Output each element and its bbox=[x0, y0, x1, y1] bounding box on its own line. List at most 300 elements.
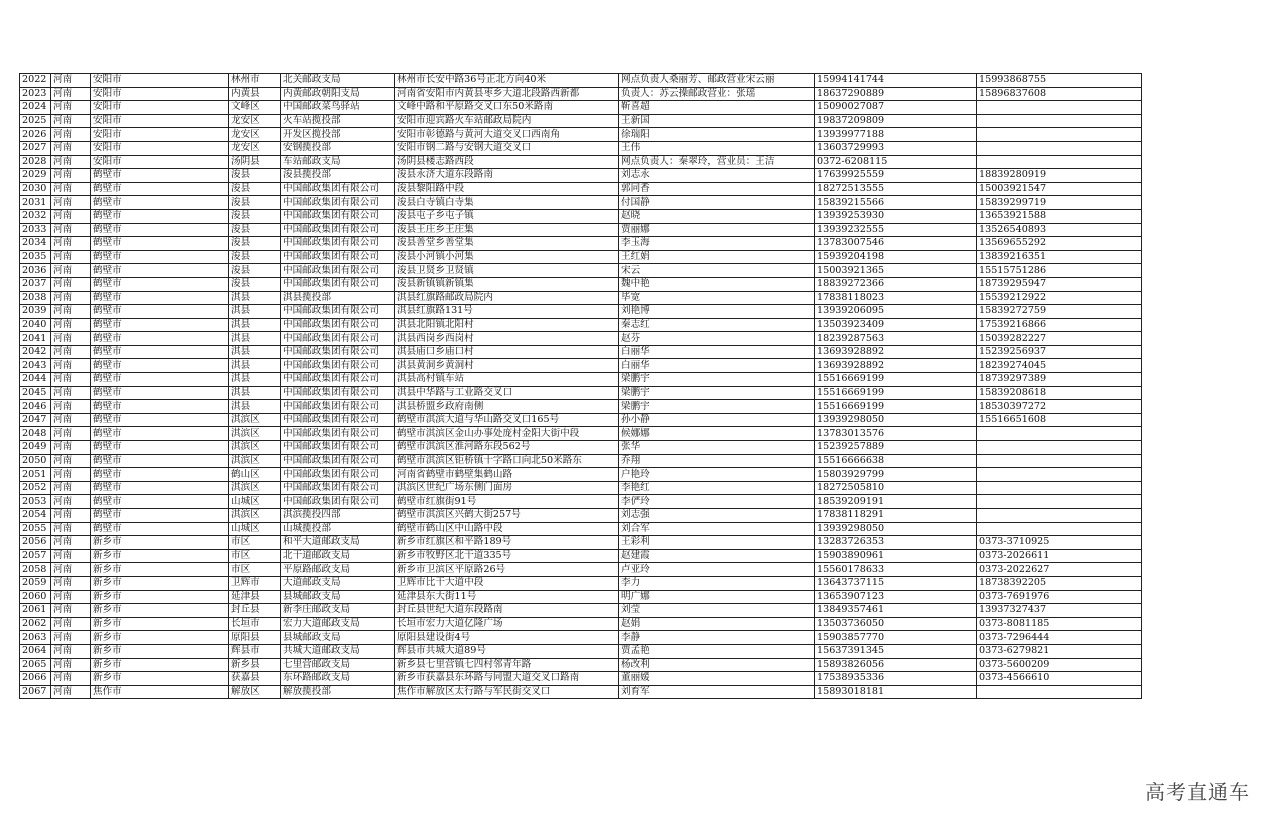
phone-cell: 18272505810 bbox=[815, 481, 977, 495]
province-cell: 河南 bbox=[51, 509, 91, 523]
phone-cell: 13283726353 bbox=[815, 536, 977, 550]
province-cell: 河南 bbox=[51, 522, 91, 536]
table-row bbox=[20, 576, 1142, 590]
alt-phone-cell: 0373-3710925 bbox=[977, 536, 1142, 550]
phone-cell: 13503736050 bbox=[815, 617, 977, 631]
alt-phone-cell: 15039282227 bbox=[977, 332, 1142, 346]
table-row bbox=[20, 141, 1142, 155]
province-cell: 河南 bbox=[51, 277, 91, 291]
contact-person-cell: 李艳红 bbox=[619, 481, 815, 495]
table-row bbox=[20, 441, 1142, 455]
city-cell: 鹤壁市 bbox=[91, 237, 229, 251]
address-cell: 新乡市卫滨区平原路26号 bbox=[395, 563, 619, 577]
table-body bbox=[20, 74, 1142, 699]
district-cell: 淇县 bbox=[229, 359, 281, 373]
province-cell: 河南 bbox=[51, 359, 91, 373]
phone-cell: 15939204198 bbox=[815, 250, 977, 264]
district-cell: 淇县 bbox=[229, 318, 281, 332]
city-cell: 鹤壁市 bbox=[91, 345, 229, 359]
row-number-cell: 2060 bbox=[20, 590, 51, 604]
table-row bbox=[20, 427, 1142, 441]
table-row bbox=[20, 631, 1142, 645]
province-cell: 河南 bbox=[51, 563, 91, 577]
province-cell: 河南 bbox=[51, 87, 91, 101]
province-cell: 河南 bbox=[51, 74, 91, 88]
contact-person-cell: 赵芬 bbox=[619, 332, 815, 346]
alt-phone-cell: 0373-6279821 bbox=[977, 644, 1142, 658]
contact-person-cell: 郭同香 bbox=[619, 182, 815, 196]
phone-cell: 18637290889 bbox=[815, 87, 977, 101]
address-cell: 鹤壁市淇滨区钜桥镇十字路口向北50米路东 bbox=[395, 454, 619, 468]
district-cell: 淇滨区 bbox=[229, 441, 281, 455]
address-cell: 淇县庙口乡庙口村 bbox=[395, 345, 619, 359]
address-cell: 长垣市宏力大道亿隆广场 bbox=[395, 617, 619, 631]
district-cell: 辉县市 bbox=[229, 644, 281, 658]
district-cell: 延津县 bbox=[229, 590, 281, 604]
contact-person-cell: 乔翔 bbox=[619, 454, 815, 468]
outlet-name-cell: 平原路邮政支局 bbox=[281, 563, 395, 577]
address-cell: 卫辉市比干大道中段 bbox=[395, 576, 619, 590]
outlet-name-cell: 开发区揽投部 bbox=[281, 128, 395, 142]
province-cell: 河南 bbox=[51, 128, 91, 142]
province-cell: 河南 bbox=[51, 672, 91, 686]
row-number-cell: 2023 bbox=[20, 87, 51, 101]
outlet-name-cell: 中国邮政集团有限公司 bbox=[281, 495, 395, 509]
table-row bbox=[20, 182, 1142, 196]
address-cell: 新乡市红旗区和平路189号 bbox=[395, 536, 619, 550]
city-cell: 鹤壁市 bbox=[91, 359, 229, 373]
province-cell: 河南 bbox=[51, 441, 91, 455]
phone-cell: 15637391345 bbox=[815, 644, 977, 658]
province-cell: 河南 bbox=[51, 250, 91, 264]
outlet-name-cell: 中国邮政菜鸟驿站 bbox=[281, 101, 395, 115]
district-cell: 淇县 bbox=[229, 400, 281, 414]
row-number-cell: 2033 bbox=[20, 223, 51, 237]
district-cell: 汤阴县 bbox=[229, 155, 281, 169]
outlet-name-cell: 安钢揽投部 bbox=[281, 141, 395, 155]
address-cell: 鹤壁市淇滨大道与华山路交叉口165号 bbox=[395, 413, 619, 427]
phone-cell: 0372-6208115 bbox=[815, 155, 977, 169]
row-number-cell: 2059 bbox=[20, 576, 51, 590]
row-number-cell: 2055 bbox=[20, 522, 51, 536]
district-cell: 浚县 bbox=[229, 277, 281, 291]
table-row bbox=[20, 101, 1142, 115]
outlet-name-cell: 中国邮政集团有限公司 bbox=[281, 427, 395, 441]
row-number-cell: 2045 bbox=[20, 386, 51, 400]
address-cell: 淇县高村镇车站 bbox=[395, 373, 619, 387]
phone-cell: 13693928892 bbox=[815, 345, 977, 359]
contact-person-cell: 付国静 bbox=[619, 196, 815, 210]
table-row bbox=[20, 264, 1142, 278]
city-cell: 新乡市 bbox=[91, 631, 229, 645]
province-cell: 河南 bbox=[51, 549, 91, 563]
district-cell: 长垣市 bbox=[229, 617, 281, 631]
alt-phone-cell: 0373-2026611 bbox=[977, 549, 1142, 563]
contact-person-cell: 董丽媛 bbox=[619, 672, 815, 686]
province-cell: 河南 bbox=[51, 114, 91, 128]
province-cell: 河南 bbox=[51, 332, 91, 346]
contact-person-cell: 王彩利 bbox=[619, 536, 815, 550]
phone-cell: 15560178633 bbox=[815, 563, 977, 577]
outlet-name-cell: 中国邮政集团有限公司 bbox=[281, 400, 395, 414]
outlet-name-cell: 大道邮政支局 bbox=[281, 576, 395, 590]
outlet-name-cell: 浚县揽投部 bbox=[281, 169, 395, 183]
alt-phone-cell: 0373-7691976 bbox=[977, 590, 1142, 604]
table-row bbox=[20, 495, 1142, 509]
table-row bbox=[20, 237, 1142, 251]
contact-person-cell: 李玉海 bbox=[619, 237, 815, 251]
table-row bbox=[20, 291, 1142, 305]
district-cell: 淇滨区 bbox=[229, 454, 281, 468]
row-number-cell: 2034 bbox=[20, 237, 51, 251]
phone-cell: 13783007546 bbox=[815, 237, 977, 251]
outlet-name-cell: 中国邮政集团有限公司 bbox=[281, 454, 395, 468]
alt-phone-cell: 0373-5600209 bbox=[977, 658, 1142, 672]
watermark-text: 高考直通车 bbox=[1145, 780, 1250, 804]
phone-cell: 15003921365 bbox=[815, 264, 977, 278]
city-cell: 鹤壁市 bbox=[91, 332, 229, 346]
row-number-cell: 2041 bbox=[20, 332, 51, 346]
address-cell: 浚县善堂乡善堂集 bbox=[395, 237, 619, 251]
phone-cell: 19837209809 bbox=[815, 114, 977, 128]
address-cell: 浚县白寺镇白寺集 bbox=[395, 196, 619, 210]
outlet-name-cell: 中国邮政集团有限公司 bbox=[281, 332, 395, 346]
address-cell: 淇县西岗乡西岗村 bbox=[395, 332, 619, 346]
district-cell: 淇滨区 bbox=[229, 427, 281, 441]
city-cell: 鹤壁市 bbox=[91, 427, 229, 441]
city-cell: 鹤壁市 bbox=[91, 318, 229, 332]
city-cell: 焦作市 bbox=[91, 685, 229, 699]
row-number-cell: 2028 bbox=[20, 155, 51, 169]
district-cell: 淇县 bbox=[229, 373, 281, 387]
alt-phone-cell: 0373-2022627 bbox=[977, 563, 1142, 577]
province-cell: 河南 bbox=[51, 318, 91, 332]
contact-person-cell: 刘育军 bbox=[619, 685, 815, 699]
table-row bbox=[20, 114, 1142, 128]
alt-phone-cell: 18739295947 bbox=[977, 277, 1142, 291]
address-cell: 原阳县建设街4号 bbox=[395, 631, 619, 645]
row-number-cell: 2050 bbox=[20, 454, 51, 468]
city-cell: 鹤壁市 bbox=[91, 277, 229, 291]
alt-phone-cell: 18839280919 bbox=[977, 169, 1142, 183]
table-row bbox=[20, 223, 1142, 237]
city-cell: 鹤壁市 bbox=[91, 223, 229, 237]
contact-person-cell: 王新国 bbox=[619, 114, 815, 128]
address-cell: 鹤壁市红旗街91号 bbox=[395, 495, 619, 509]
row-number-cell: 2066 bbox=[20, 672, 51, 686]
table-row bbox=[20, 277, 1142, 291]
alt-phone-cell: 0373-8081185 bbox=[977, 617, 1142, 631]
row-number-cell: 2037 bbox=[20, 277, 51, 291]
district-cell: 龙安区 bbox=[229, 128, 281, 142]
city-cell: 鹤壁市 bbox=[91, 522, 229, 536]
table-row bbox=[20, 155, 1142, 169]
row-number-cell: 2029 bbox=[20, 169, 51, 183]
contact-person-cell: 刘合军 bbox=[619, 522, 815, 536]
outlet-name-cell: 淇滨揽投四部 bbox=[281, 509, 395, 523]
province-cell: 河南 bbox=[51, 590, 91, 604]
table-row bbox=[20, 250, 1142, 264]
phone-cell: 18272513555 bbox=[815, 182, 977, 196]
province-cell: 河南 bbox=[51, 685, 91, 699]
district-cell: 浚县 bbox=[229, 237, 281, 251]
contact-person-cell: 负责人：苏云操邮政营业：张瑶 bbox=[619, 87, 815, 101]
address-cell: 鹤壁市淇滨区淮河路东段562号 bbox=[395, 441, 619, 455]
phone-cell: 17838118023 bbox=[815, 291, 977, 305]
province-cell: 河南 bbox=[51, 155, 91, 169]
contact-person-cell: 杨改利 bbox=[619, 658, 815, 672]
phone-cell: 13939253930 bbox=[815, 209, 977, 223]
alt-phone-cell bbox=[977, 481, 1142, 495]
district-cell: 鹤山区 bbox=[229, 468, 281, 482]
row-number-cell: 2030 bbox=[20, 182, 51, 196]
table-row bbox=[20, 658, 1142, 672]
table-row bbox=[20, 481, 1142, 495]
contact-person-cell: 刘志永 bbox=[619, 169, 815, 183]
table-row bbox=[20, 209, 1142, 223]
contact-person-cell: 白丽华 bbox=[619, 345, 815, 359]
alt-phone-cell: 13937327437 bbox=[977, 604, 1142, 618]
table-row bbox=[20, 169, 1142, 183]
address-cell: 淇滨区世纪广场东侧门面房 bbox=[395, 481, 619, 495]
district-cell: 卫辉市 bbox=[229, 576, 281, 590]
table-row bbox=[20, 522, 1142, 536]
address-cell: 安阳市迎宾路火车站邮政局院内 bbox=[395, 114, 619, 128]
phone-cell: 13783013576 bbox=[815, 427, 977, 441]
province-cell: 河南 bbox=[51, 427, 91, 441]
outlet-name-cell: 内黄邮政朝阳支局 bbox=[281, 87, 395, 101]
province-cell: 河南 bbox=[51, 373, 91, 387]
table-row bbox=[20, 305, 1142, 319]
province-cell: 河南 bbox=[51, 345, 91, 359]
alt-phone-cell bbox=[977, 155, 1142, 169]
city-cell: 鹤壁市 bbox=[91, 454, 229, 468]
district-cell: 淇县 bbox=[229, 332, 281, 346]
district-cell: 淇县 bbox=[229, 291, 281, 305]
row-number-cell: 2044 bbox=[20, 373, 51, 387]
province-cell: 河南 bbox=[51, 196, 91, 210]
phone-cell: 18239287563 bbox=[815, 332, 977, 346]
province-cell: 河南 bbox=[51, 631, 91, 645]
phone-cell: 17838118291 bbox=[815, 509, 977, 523]
province-cell: 河南 bbox=[51, 141, 91, 155]
contact-person-cell: 王红娟 bbox=[619, 250, 815, 264]
address-cell: 文峰中路和平原路交叉口东50米路南 bbox=[395, 101, 619, 115]
address-cell: 新乡市牧野区北干道335号 bbox=[395, 549, 619, 563]
phone-cell: 17538935336 bbox=[815, 672, 977, 686]
alt-phone-cell bbox=[977, 454, 1142, 468]
address-cell: 淇县中华路与工业路交叉口 bbox=[395, 386, 619, 400]
city-cell: 安阳市 bbox=[91, 155, 229, 169]
row-number-cell: 2024 bbox=[20, 101, 51, 115]
table-row bbox=[20, 196, 1142, 210]
row-number-cell: 2038 bbox=[20, 291, 51, 305]
table-row bbox=[20, 373, 1142, 387]
contact-person-cell: 刘莹 bbox=[619, 604, 815, 618]
contact-person-cell: 李力 bbox=[619, 576, 815, 590]
phone-cell: 15893018181 bbox=[815, 685, 977, 699]
alt-phone-cell: 15539212922 bbox=[977, 291, 1142, 305]
address-cell: 新乡市获嘉县东环路与同盟大道交叉口路南 bbox=[395, 672, 619, 686]
phone-cell: 15893826056 bbox=[815, 658, 977, 672]
address-cell: 新乡县七里营镇七四村邻青年路 bbox=[395, 658, 619, 672]
row-number-cell: 2048 bbox=[20, 427, 51, 441]
outlet-name-cell: 山城揽投部 bbox=[281, 522, 395, 536]
province-cell: 河南 bbox=[51, 237, 91, 251]
alt-phone-cell: 15515751286 bbox=[977, 264, 1142, 278]
alt-phone-cell: 13569655292 bbox=[977, 237, 1142, 251]
city-cell: 鹤壁市 bbox=[91, 182, 229, 196]
phone-cell: 18839272366 bbox=[815, 277, 977, 291]
table-row bbox=[20, 128, 1142, 142]
row-number-cell: 2027 bbox=[20, 141, 51, 155]
table-row bbox=[20, 359, 1142, 373]
alt-phone-cell bbox=[977, 101, 1142, 115]
row-number-cell: 2053 bbox=[20, 495, 51, 509]
contact-person-cell: 梁鹏宇 bbox=[619, 373, 815, 387]
alt-phone-cell: 18530397272 bbox=[977, 400, 1142, 414]
outlet-name-cell: 车站邮政支局 bbox=[281, 155, 395, 169]
alt-phone-cell: 15839208618 bbox=[977, 386, 1142, 400]
province-cell: 河南 bbox=[51, 209, 91, 223]
province-cell: 河南 bbox=[51, 495, 91, 509]
table-row bbox=[20, 74, 1142, 88]
city-cell: 新乡市 bbox=[91, 549, 229, 563]
alt-phone-cell bbox=[977, 141, 1142, 155]
province-cell: 河南 bbox=[51, 576, 91, 590]
outlet-name-cell: 共城大道邮政支局 bbox=[281, 644, 395, 658]
table-row bbox=[20, 318, 1142, 332]
province-cell: 河南 bbox=[51, 644, 91, 658]
alt-phone-cell: 13839216351 bbox=[977, 250, 1142, 264]
contact-person-cell: 卢亚玲 bbox=[619, 563, 815, 577]
contact-person-cell: 梁鹏宇 bbox=[619, 386, 815, 400]
district-cell: 山城区 bbox=[229, 522, 281, 536]
district-cell: 浚县 bbox=[229, 250, 281, 264]
city-cell: 安阳市 bbox=[91, 87, 229, 101]
province-cell: 河南 bbox=[51, 481, 91, 495]
city-cell: 鹤壁市 bbox=[91, 509, 229, 523]
phone-cell: 13503923409 bbox=[815, 318, 977, 332]
province-cell: 河南 bbox=[51, 454, 91, 468]
outlet-name-cell: 中国邮政集团有限公司 bbox=[281, 305, 395, 319]
province-cell: 河南 bbox=[51, 264, 91, 278]
district-cell: 淇县 bbox=[229, 386, 281, 400]
city-cell: 新乡市 bbox=[91, 617, 229, 631]
phone-cell: 15516669199 bbox=[815, 386, 977, 400]
city-cell: 鹤壁市 bbox=[91, 495, 229, 509]
outlet-name-cell: 七里营邮政支局 bbox=[281, 658, 395, 672]
district-cell: 市区 bbox=[229, 549, 281, 563]
outlet-name-cell: 中国邮政集团有限公司 bbox=[281, 373, 395, 387]
address-cell: 浚县王庄乡王庄集 bbox=[395, 223, 619, 237]
table-row bbox=[20, 468, 1142, 482]
city-cell: 鹤壁市 bbox=[91, 481, 229, 495]
outlet-name-cell: 中国邮政集团有限公司 bbox=[281, 318, 395, 332]
address-cell: 淇县桥盟乡政府南侧 bbox=[395, 400, 619, 414]
outlet-name-cell: 县城邮政支局 bbox=[281, 590, 395, 604]
city-cell: 鹤壁市 bbox=[91, 250, 229, 264]
address-cell: 鹤壁市鹤山区中山路中段 bbox=[395, 522, 619, 536]
city-cell: 鹤壁市 bbox=[91, 209, 229, 223]
district-cell: 淇滨区 bbox=[229, 481, 281, 495]
contact-person-cell: 宋云 bbox=[619, 264, 815, 278]
address-cell: 安阳市钢二路与安钢大道交叉口 bbox=[395, 141, 619, 155]
alt-phone-cell bbox=[977, 128, 1142, 142]
alt-phone-cell: 18738392205 bbox=[977, 576, 1142, 590]
table-row bbox=[20, 563, 1142, 577]
address-cell: 焦作市解放区太行路与军民街交叉口 bbox=[395, 685, 619, 699]
city-cell: 新乡市 bbox=[91, 644, 229, 658]
city-cell: 安阳市 bbox=[91, 128, 229, 142]
row-number-cell: 2031 bbox=[20, 196, 51, 210]
phone-cell: 15516669199 bbox=[815, 373, 977, 387]
province-cell: 河南 bbox=[51, 413, 91, 427]
address-cell: 浚县屯子乡屯子镇 bbox=[395, 209, 619, 223]
outlet-name-cell: 东环路邮政支局 bbox=[281, 672, 395, 686]
alt-phone-cell: 18239274045 bbox=[977, 359, 1142, 373]
district-cell: 龙安区 bbox=[229, 141, 281, 155]
district-cell: 新乡县 bbox=[229, 658, 281, 672]
province-cell: 河南 bbox=[51, 468, 91, 482]
alt-phone-cell: 15003921547 bbox=[977, 182, 1142, 196]
table-row bbox=[20, 332, 1142, 346]
row-number-cell: 2025 bbox=[20, 114, 51, 128]
row-number-cell: 2042 bbox=[20, 345, 51, 359]
province-cell: 河南 bbox=[51, 604, 91, 618]
province-cell: 河南 bbox=[51, 101, 91, 115]
contact-person-cell: 网点负责人：秦翠玲，营业员：王洁 bbox=[619, 155, 815, 169]
city-cell: 新乡市 bbox=[91, 658, 229, 672]
contact-person-cell: 白丽华 bbox=[619, 359, 815, 373]
address-cell: 鹤壁市淇滨区金山办事处庞村金阳大街中段 bbox=[395, 427, 619, 441]
contact-person-cell: 李静 bbox=[619, 631, 815, 645]
outlet-name-cell: 北干道邮政支局 bbox=[281, 549, 395, 563]
contact-person-cell: 王伟 bbox=[619, 141, 815, 155]
table-row bbox=[20, 345, 1142, 359]
alt-phone-cell bbox=[977, 509, 1142, 523]
outlet-name-cell: 中国邮政集团有限公司 bbox=[281, 250, 395, 264]
city-cell: 新乡市 bbox=[91, 672, 229, 686]
alt-phone-cell: 15239256937 bbox=[977, 345, 1142, 359]
address-cell: 浚县永济大道东段路南 bbox=[395, 169, 619, 183]
row-number-cell: 2047 bbox=[20, 413, 51, 427]
outlet-name-cell: 中国邮政集团有限公司 bbox=[281, 264, 395, 278]
contact-person-cell: 赵建霞 bbox=[619, 549, 815, 563]
district-cell: 文峰区 bbox=[229, 101, 281, 115]
address-cell: 淇县红旗路邮政局院内 bbox=[395, 291, 619, 305]
province-cell: 河南 bbox=[51, 400, 91, 414]
address-cell: 河南省鹤壁市鹤壁集鹤山路 bbox=[395, 468, 619, 482]
alt-phone-cell: 15993868755 bbox=[977, 74, 1142, 88]
district-cell: 解放区 bbox=[229, 685, 281, 699]
contact-person-cell: 刘志强 bbox=[619, 509, 815, 523]
outlet-name-cell: 淇县揽投部 bbox=[281, 291, 395, 305]
province-cell: 河南 bbox=[51, 291, 91, 305]
phone-cell: 15516666638 bbox=[815, 454, 977, 468]
province-cell: 河南 bbox=[51, 182, 91, 196]
outlet-name-cell: 宏力大道邮政支局 bbox=[281, 617, 395, 631]
city-cell: 安阳市 bbox=[91, 141, 229, 155]
outlet-name-cell: 中国邮政集团有限公司 bbox=[281, 182, 395, 196]
address-cell: 淇县黄洞乡黄洞村 bbox=[395, 359, 619, 373]
contact-person-cell: 魏中艳 bbox=[619, 277, 815, 291]
city-cell: 鹤壁市 bbox=[91, 373, 229, 387]
table-row bbox=[20, 590, 1142, 604]
alt-phone-cell: 0373-4566610 bbox=[977, 672, 1142, 686]
outlet-name-cell: 县城邮政支局 bbox=[281, 631, 395, 645]
phone-cell: 15903857770 bbox=[815, 631, 977, 645]
